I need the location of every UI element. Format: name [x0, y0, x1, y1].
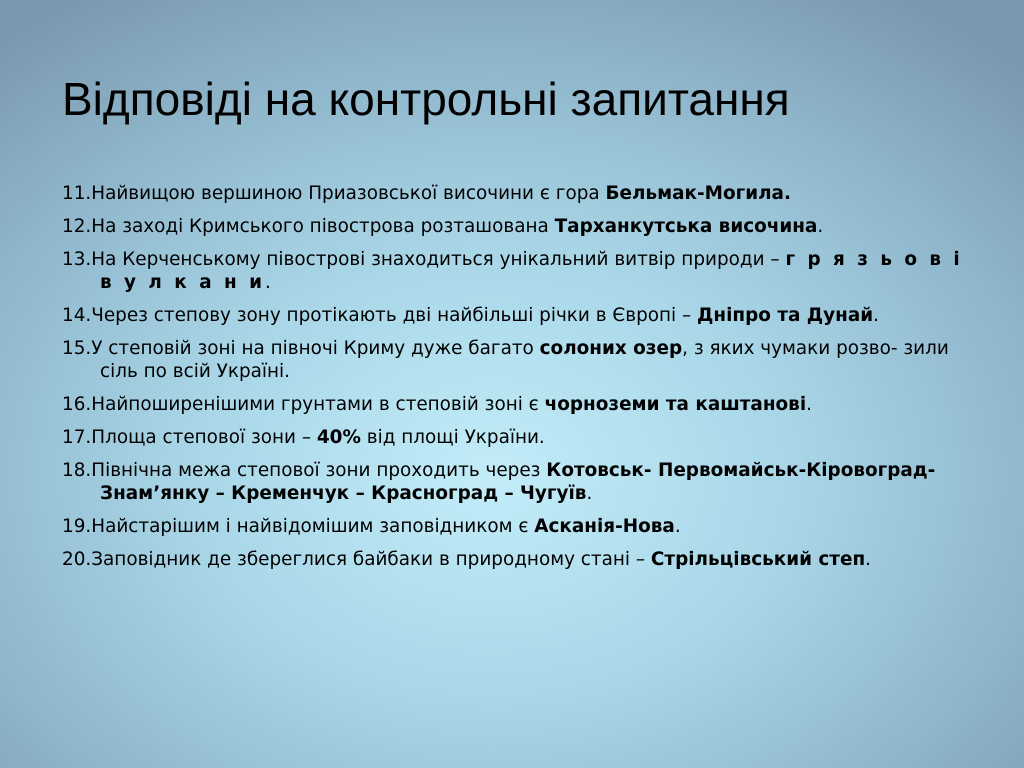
answer-tail: від площі України.: [360, 427, 545, 448]
answer-text: Найвищою вершиною Приазовської височини є гора: [91, 183, 606, 204]
answer-tail: .: [817, 216, 824, 237]
answer-item-18: [62, 459, 967, 505]
answer-item-13: [62, 248, 967, 294]
answer-tail: .: [265, 272, 271, 293]
answer-text: На заході Кримського півострова розташована: [91, 216, 555, 237]
answer-number: 15.: [62, 338, 92, 359]
answer-highlight: Дніпро та Дунай: [697, 305, 874, 326]
answer-text: Найпоширенішими грунтами в степовій зоні є: [91, 394, 545, 415]
slide-title: Відповіді на контрольні запитання: [62, 73, 790, 125]
answer-text: Найстарішим і найвідомішим заповідником є: [91, 516, 535, 537]
answer-highlight: Бельмак-Могила.: [605, 183, 791, 204]
answer-highlight: Котовськ- Первомайськ-Кіровоград-Знам’янку – Кременчук – Красноград – Чугуїв: [100, 460, 936, 504]
answer-text: Північна межа степової зони проходить через: [91, 460, 547, 481]
answer-number: 19.: [62, 516, 92, 537]
answer-highlight: солоних озер: [539, 338, 683, 359]
answer-text: На Керченському півострові знаходиться унікальний витвір природи –: [91, 249, 786, 270]
answer-tail: .: [674, 516, 681, 537]
answer-tail: .: [806, 394, 812, 415]
answer-tail: .: [865, 549, 872, 570]
answer-item-11: [62, 182, 967, 205]
answer-item-17: [62, 426, 967, 449]
answer-number: 13.: [62, 249, 92, 270]
answer-highlight: Асканія-Нова: [534, 516, 675, 537]
answer-item-12: [62, 215, 967, 238]
answer-item-19: [62, 515, 967, 538]
answer-tail: .: [586, 483, 593, 504]
answer-list: [62, 182, 967, 581]
answer-text: Площа степової зони –: [91, 427, 317, 448]
answer-tail: , з яких чумаки розво- зили сіль по всій Україні.: [100, 338, 949, 382]
answer-highlight: 40%: [316, 427, 361, 448]
answer-highlight: Тарханкутська височина: [554, 216, 818, 237]
answer-item-16: [62, 393, 967, 416]
answer-number: 17.: [62, 427, 92, 448]
answer-highlight: г р я з ь о в і в у л к а н и: [100, 249, 963, 293]
answer-text: Через степову зону протікають дві найбільші річки в Європі –: [91, 305, 698, 326]
answer-number: 14.: [62, 305, 92, 326]
answer-highlight: чорноземи та каштанові: [544, 394, 807, 415]
answer-tail: .: [873, 305, 880, 326]
answer-number: 16.: [62, 394, 92, 415]
answer-text: Заповідник де збереглися байбаки в природному стані –: [91, 549, 651, 570]
answer-item-14: [62, 304, 967, 327]
answer-number: 20.: [62, 549, 92, 570]
answer-number: 11.: [62, 183, 92, 204]
answer-item-15: [62, 337, 967, 383]
answer-number: 12.: [62, 216, 92, 237]
answer-item-20: [62, 548, 967, 571]
answer-highlight: Стрільцівський степ: [650, 549, 866, 570]
answer-number: 18.: [62, 460, 92, 481]
answer-text: У степовій зоні на півночі Криму дуже багато: [91, 338, 540, 359]
